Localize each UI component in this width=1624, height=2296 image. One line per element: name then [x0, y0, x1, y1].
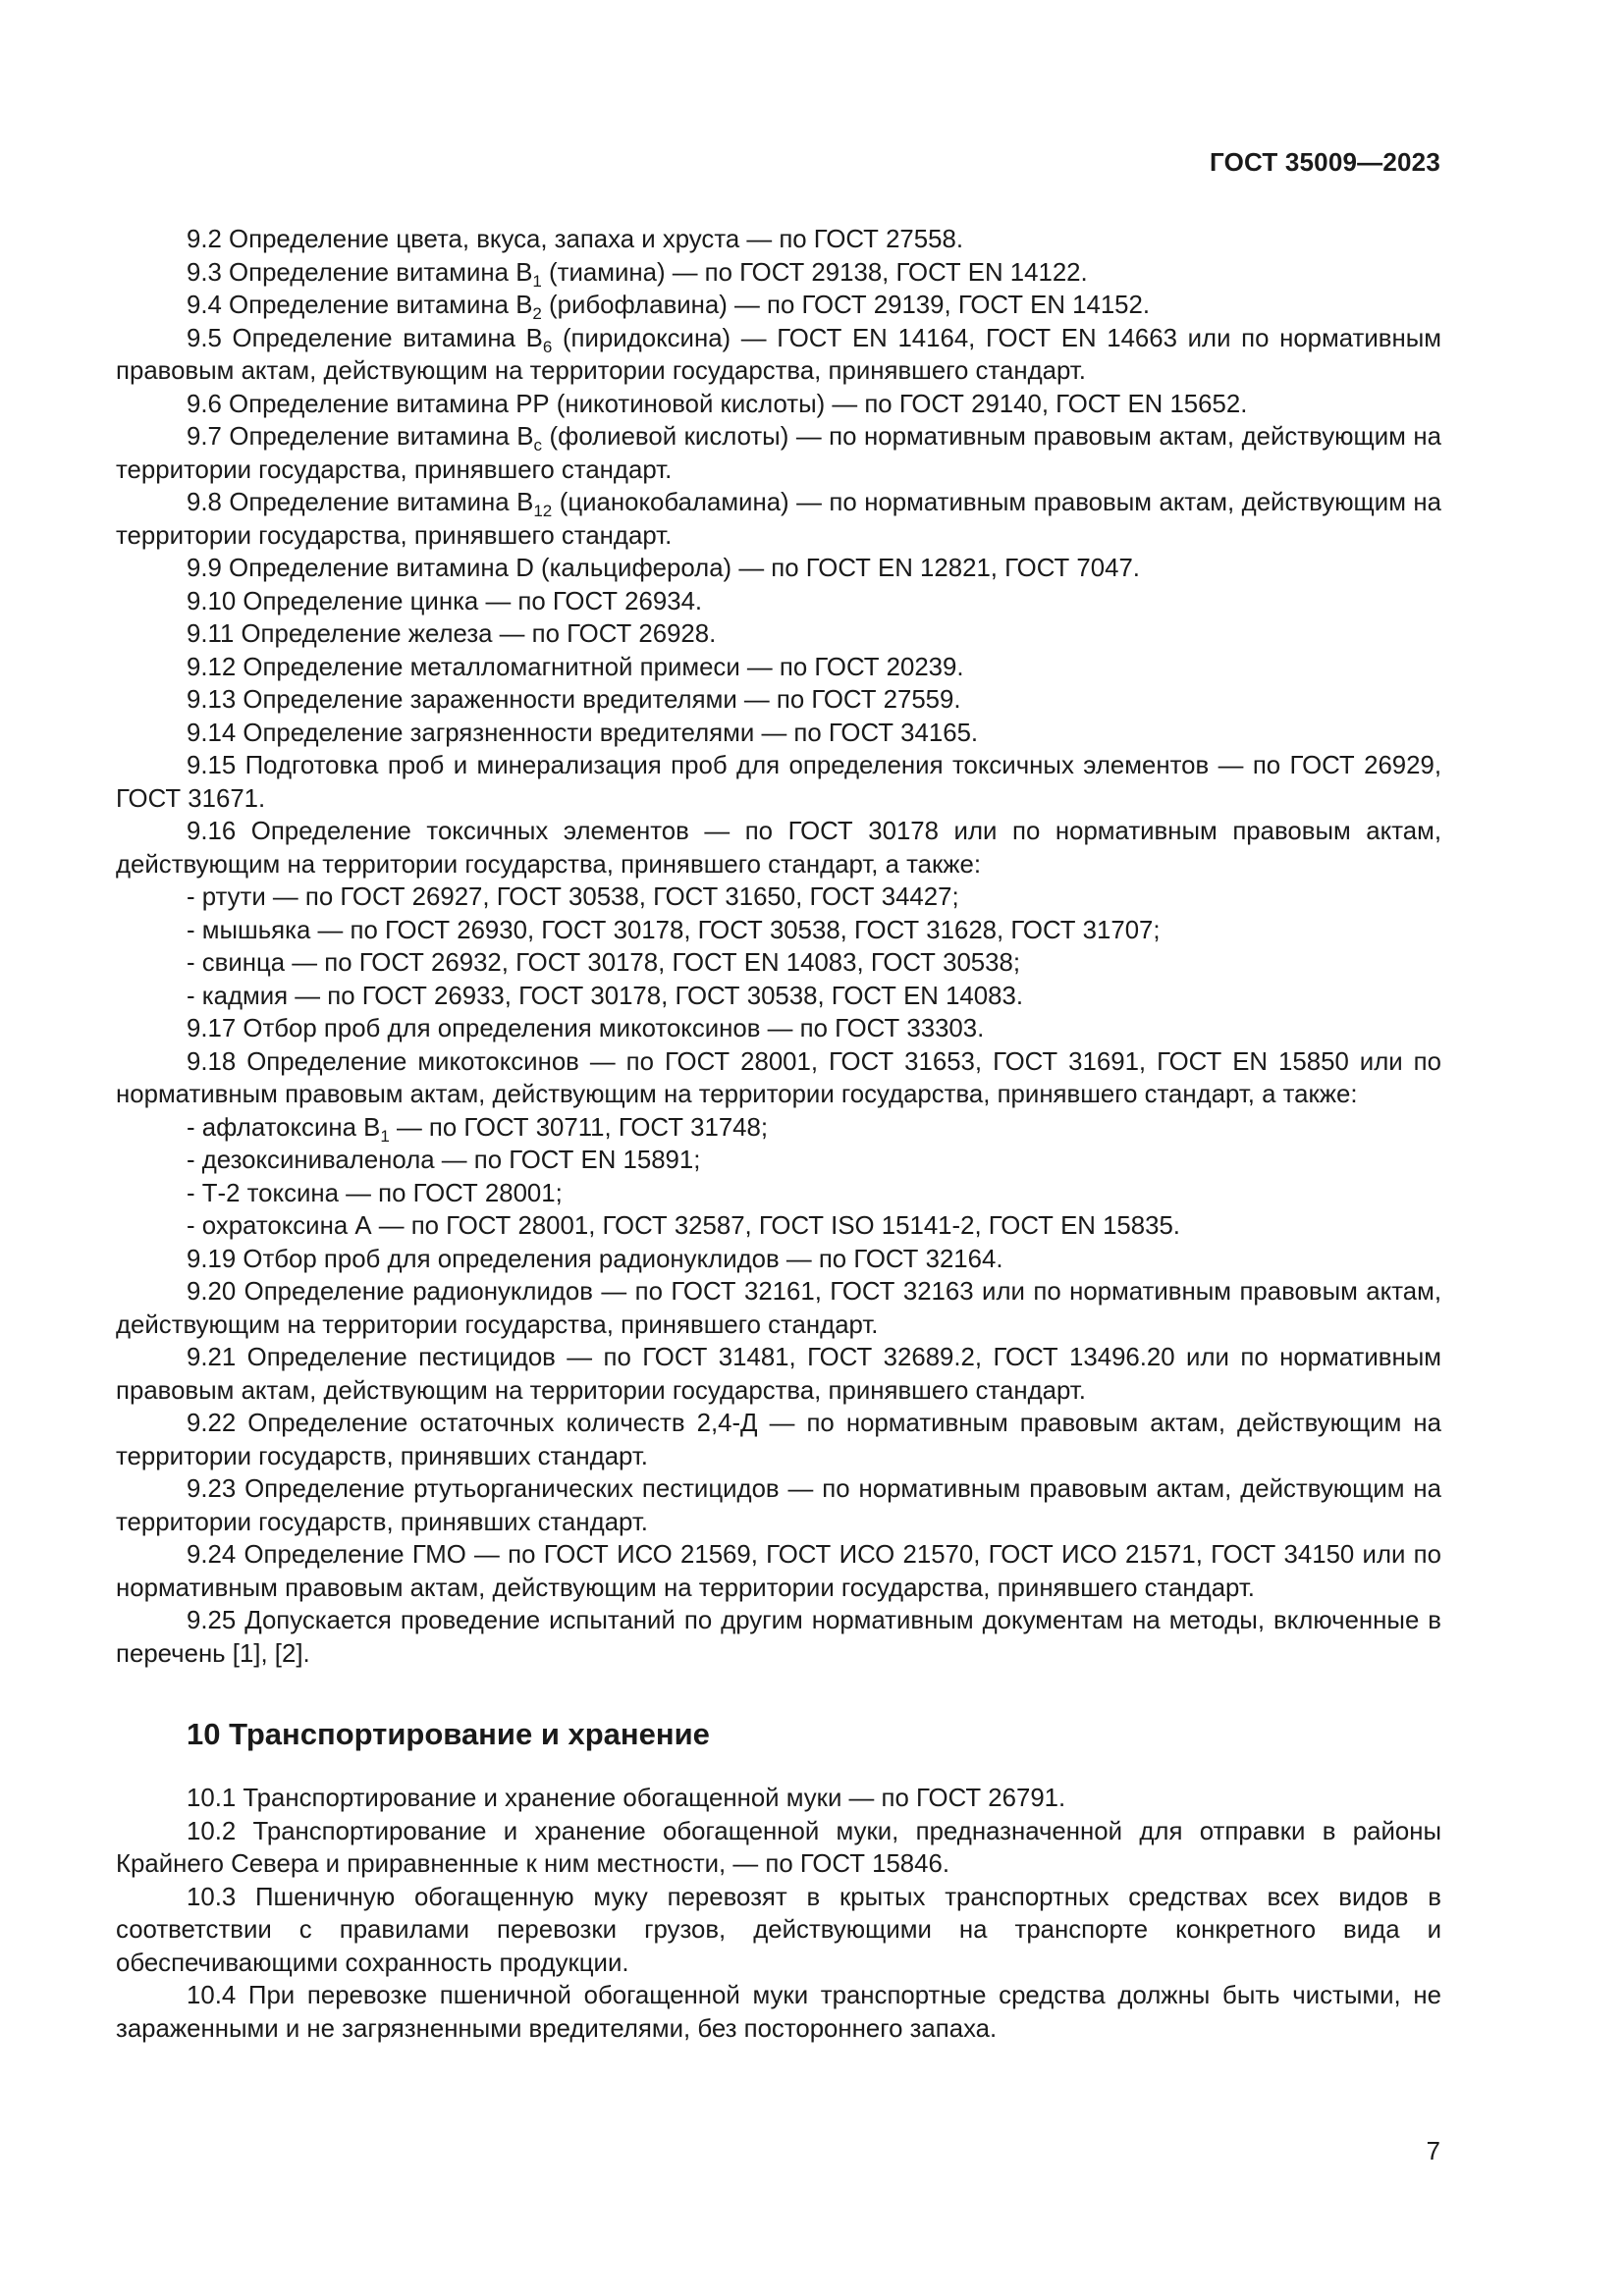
- clause-9-23: 9.23 Определение ртутьорганических пестицидов — по нормативным правовым актам, действующим на территории государств, принявших стандарт.: [116, 1475, 1441, 1536]
- clause-9-10: 9.10 Определение цинка — по ГОСТ 26934.: [187, 587, 703, 615]
- clause-9-16: 9.16 Определение токсичных элементов — по ГОСТ 30178 или по нормативным правовым актам, действующим на территории государства, принявшего стандарт, а также:: [116, 818, 1441, 879]
- subscript: 1: [380, 1126, 390, 1146]
- clause-9-19: 9.19 Отбор проб для определения радионуклидов — по ГОСТ 32164.: [187, 1245, 1003, 1273]
- clause-9-15: 9.15 Подготовка проб и минерализация проб для определения токсичных элементов — по ГОСТ 26929, ГОСТ 31671.: [116, 752, 1441, 813]
- list-item-cadmium: - кадмия — по ГОСТ 26933, ГОСТ 30178, ГОСТ 30538, ГОСТ EN 14083.: [187, 982, 1023, 1010]
- clause-9-5: [116, 323, 1441, 389]
- document-body: [116, 224, 1441, 2046]
- clause-9-18: 9.18 Определение микотоксинов — по ГОСТ 28001, ГОСТ 31653, ГОСТ 31691, ГОСТ EN 15850 или по нормативным правовым актам, действующим на территории государства, принявшего стандарт, а также:: [116, 1047, 1441, 1108]
- clause-9-12: 9.12 Определение металломагнитной примеси — по ГОСТ 20239.: [187, 653, 964, 681]
- clause-text: (рибофлавина) — по ГОСТ 29139, ГОСТ EN 14152.: [541, 292, 1151, 319]
- clause-9-21: 9.21 Определение пестицидов — по ГОСТ 31481, ГОСТ 32689.2, ГОСТ 13496.20 или по нормативным правовым актам, действующим на территории государства, принявшего стандарт.: [116, 1344, 1441, 1405]
- page-number: 7: [1426, 2138, 1440, 2165]
- clause-text: 9.8 Определение витамина В: [187, 489, 534, 516]
- clause-text: 9.7 Определение витамина В: [187, 423, 534, 451]
- clause-9-7: [116, 421, 1441, 487]
- list-item-mercury: - ртути — по ГОСТ 26927, ГОСТ 30538, ГОСТ 31650, ГОСТ 34427;: [187, 883, 959, 911]
- subscript: с: [533, 436, 542, 454]
- clause-9-9: 9.9 Определение витамина D (кальциферола) — по ГОСТ EN 12821, ГОСТ 7047.: [187, 555, 1140, 582]
- clause-9-13: 9.13 Определение зараженности вредителями — по ГОСТ 27559.: [187, 686, 961, 714]
- clause-9-3: [116, 257, 1441, 291]
- list-item-arsenic: - мышьяка — по ГОСТ 26930, ГОСТ 30178, ГОСТ 30538, ГОСТ 31628, ГОСТ 31707;: [187, 916, 1161, 944]
- clause-9-22: 9.22 Определение остаточных количеств 2,4-Д — по нормативным правовым актам, действующим на территории государств, принявших стандарт.: [116, 1410, 1441, 1470]
- clause-9-14: 9.14 Определение загрязненности вредителями — по ГОСТ 34165.: [187, 719, 979, 747]
- list-text: — по ГОСТ 30711, ГОСТ 31748;: [389, 1113, 769, 1142]
- clause-9-20: 9.20 Определение радионуклидов — по ГОСТ 32161, ГОСТ 32163 или по нормативным правовым актам, действующим на территории государства, принявшего стандарт.: [116, 1278, 1441, 1339]
- clause-text: 9.3 Определение витамина В: [187, 258, 533, 287]
- list-item-t2-toxin: - Т-2 токсина — по ГОСТ 28001;: [187, 1179, 563, 1207]
- list-item-lead: - свинца — по ГОСТ 26932, ГОСТ 30178, ГОСТ EN 14083, ГОСТ 30538;: [187, 949, 1021, 977]
- clause-text: (фолиевой кислоты) — по нормативным правовым актам, действующим на территории государства, принявшего стандарт.: [116, 423, 1441, 484]
- clause-9-6: 9.6 Определение витамина РР (никотиновой кислоты) — по ГОСТ 29140, ГОСТ EN 15652.: [187, 390, 1248, 418]
- clause-10-1: 10.1 Транспортирование и хранение обогащенной муки — по ГОСТ 26791.: [187, 1785, 1066, 1812]
- clause-text: (тиамина) — по ГОСТ 29138, ГОСТ EN 14122.: [541, 258, 1088, 287]
- clause-9-17: 9.17 Отбор проб для определения микотоксинов — по ГОСТ 33303.: [187, 1015, 985, 1042]
- subscript: 12: [533, 502, 553, 520]
- list-item-ochratoxin: - охратоксина А — по ГОСТ 28001, ГОСТ 32587, ГОСТ ISO 15141-2, ГОСТ EN 15835.: [187, 1212, 1180, 1240]
- doc-number-header: ГОСТ 35009—2023: [1210, 147, 1440, 177]
- clause-text: (цианокобаламина) — по нормативным правовым актам, действующим на территории государства, принявшего стандарт.: [116, 489, 1441, 550]
- clause-10-3: 10.3 Пшеничную обогащенную муку перевозят в крытых транспортных средствах всех видов в соответствии с правилами перевозки грузов, действующими на транспорте конкретного вида и обеспечивающими сохранность продукции.: [116, 1883, 1441, 1977]
- list-item-deoxynivalenol: - дезоксиниваленола — по ГОСТ EN 15891;: [187, 1147, 701, 1174]
- subscript: 1: [532, 271, 542, 291]
- section-10-title: 10 Транспортирование и хранение: [187, 1717, 710, 1751]
- clause-9-25: 9.25 Допускается проведение испытаний по другим нормативным документам на методы, включенные в перечень [1], [2].: [116, 1607, 1441, 1668]
- clause-10-4: 10.4 При перевозке пшеничной обогащенной муки транспортные средства должны быть чистыми, не зараженными и не загрязненными вредителями, без постороннего запаха.: [116, 1982, 1441, 2043]
- list-item-aflatoxin: [116, 1112, 1441, 1146]
- clause-text: 9.4 Определение витамина В: [187, 292, 533, 319]
- subscript: 2: [532, 304, 542, 323]
- clause-9-4: [116, 290, 1441, 323]
- clause-text: 9.5 Определение витамина В: [187, 324, 543, 352]
- list-text: - афлатоксина В: [187, 1113, 381, 1142]
- clause-text: (пиридоксина) — ГОСТ EN 14164, ГОСТ EN 14663 или по нормативным правовым актам, действующим на территории государства, принявшего стандарт.: [116, 324, 1441, 385]
- clause-9-8: [116, 487, 1441, 553]
- clause-10-2: 10.2 Транспортирование и хранение обогащенной муки, предназначенной для отправки в районы Крайнего Севера и приравненные к ним местности, — по ГОСТ 15846.: [116, 1817, 1441, 1878]
- clause-9-11: 9.11 Определение железа — по ГОСТ 26928.: [187, 620, 717, 648]
- clause-9-2: 9.2 Определение цвета, вкуса, запаха и хруста — по ГОСТ 27558.: [187, 226, 963, 253]
- subscript: 6: [542, 337, 553, 356]
- clause-9-24: 9.24 Определение ГМО — по ГОСТ ИСО 21569, ГОСТ ИСО 21570, ГОСТ ИСО 21571, ГОСТ 34150 или по нормативным правовым актам, действующим на территории государства, принявшего стандарт.: [116, 1541, 1441, 1602]
